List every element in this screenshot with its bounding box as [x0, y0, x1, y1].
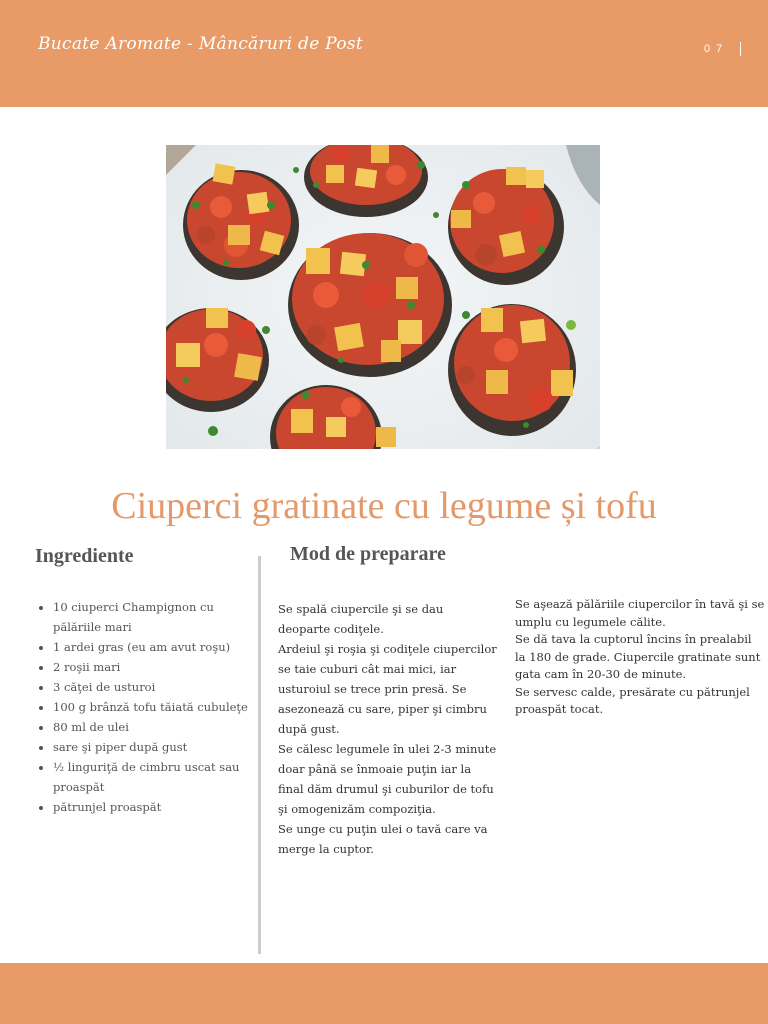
preparation-step: Se călesc legumele în ulei 2-3 minute doar până se înmoaie puţin iar la final dăm drumul şi cuburilor de tofu şi omogenizăm compoziţia.: [278, 742, 497, 816]
preparation-step: Se aşează pălăriile ciupercilor în tavă şi se umplu cu legumele călite.: [515, 597, 765, 629]
page-footer: [0, 963, 768, 1024]
preparation-step: Se dă tava la cuptorul încins în prealabil la 180 de grade. Ciupercile gratinate sunt gata cam în 20-30 de minute.: [515, 632, 761, 681]
ingredient-item: • 80 ml de ulei: [53, 717, 257, 737]
preparation-steps-column-2: [515, 596, 765, 719]
ingredients-list: [35, 597, 257, 817]
ingredient-item: • 1 ardei gras (eu am avut roşu): [53, 637, 257, 657]
preparation-steps-column-1: [278, 599, 498, 859]
recipe-title: Ciuperci gratinate cu legume și tofu: [111, 485, 657, 527]
ingredient-item: • ½ linguriţă de cimbru uscat sau proaspăt: [53, 757, 257, 797]
ingredients-heading: Ingrediente: [35, 545, 134, 567]
ingredient-item: • 3 căţei de usturoi: [53, 677, 257, 697]
preparation-step: Ardeiul şi roşia şi codiţele ciupercilor se taie cuburi cât mai mici, iar usturoiul se trece prin presă. Se asezonează cu sare, piper şi cimbru după gust.: [278, 642, 497, 736]
preparation-step: Se unge cu puţin ulei o tavă care va merge la cuptor.: [278, 822, 488, 856]
page-number-separator: [740, 42, 741, 56]
page-header: [0, 0, 768, 107]
ingredient-item: • 2 roşii mari: [53, 657, 257, 677]
preparation-step: Se servesc calde, presărate cu pătrunjel proaspăt tocat.: [515, 684, 750, 716]
ingredient-item: • sare şi piper după gust: [53, 737, 257, 757]
ingredient-item: • 100 g brânză tofu tăiată cubuleţe: [53, 697, 257, 717]
preparation-step: Se spală ciupercile şi se dau deoparte codiţele.: [278, 602, 444, 636]
ingredient-item: • pătrunjel proaspăt: [53, 797, 257, 817]
header-title: Bucate Aromate - Mâncăruri de Post: [38, 34, 364, 54]
page-number: 07: [704, 43, 729, 55]
recipe-photo: [166, 145, 600, 449]
column-divider: [258, 556, 261, 954]
ingredient-item: • 10 ciuperci Champignon cu pălăriile mari: [53, 597, 257, 637]
preparation-heading: Mod de preparare: [290, 543, 446, 565]
